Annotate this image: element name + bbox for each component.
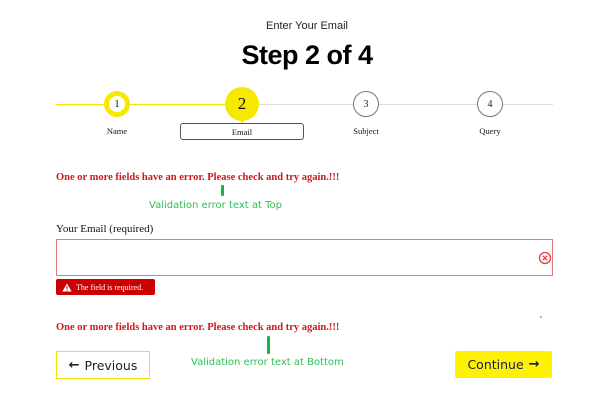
stepper-remaining-line (242, 104, 553, 105)
step-2-circle: 2 (225, 87, 259, 121)
arrow-right-icon: → (528, 357, 540, 372)
step-4-circle: 4 (477, 91, 503, 117)
step-2-label: Email (180, 123, 304, 140)
warning-triangle-icon (62, 283, 72, 292)
page-subtitle: Enter Your Email (266, 20, 348, 32)
top-validation-error: One or more fields have an error. Please check and try again.!!! (56, 172, 340, 183)
top-annotation-text: Validation error text at Top (149, 200, 282, 211)
previous-button-label: Previous (84, 357, 138, 373)
page-title: Step 2 of 4 (241, 40, 373, 70)
top-annotation-marker (221, 185, 224, 196)
step-1-label: Name (106, 126, 128, 136)
field-error-tip (56, 279, 155, 295)
continue-button[interactable] (455, 351, 552, 378)
bottom-validation-error: One or more fields have an error. Please check and try again.!!! (56, 322, 340, 333)
bottom-annotation-marker (267, 336, 270, 354)
arrow-left-icon: ← (68, 357, 80, 373)
decorative-dot (540, 316, 542, 318)
step-4-label: Query (479, 126, 501, 136)
email-label: Your Email (required) (56, 223, 154, 235)
circle-x-icon[interactable] (538, 251, 552, 265)
email-field[interactable] (56, 239, 553, 276)
previous-button[interactable] (56, 351, 150, 379)
field-error-text: The field is required. (76, 282, 144, 292)
stepper-progress-line (56, 104, 242, 105)
bottom-annotation-text: Validation error text at Bottom (191, 357, 344, 368)
continue-button-label: Continue (467, 357, 524, 372)
step-1-circle[interactable]: 1 (104, 91, 130, 117)
step-3-circle: 3 (353, 91, 379, 117)
step-3-label: Subject (353, 126, 379, 136)
